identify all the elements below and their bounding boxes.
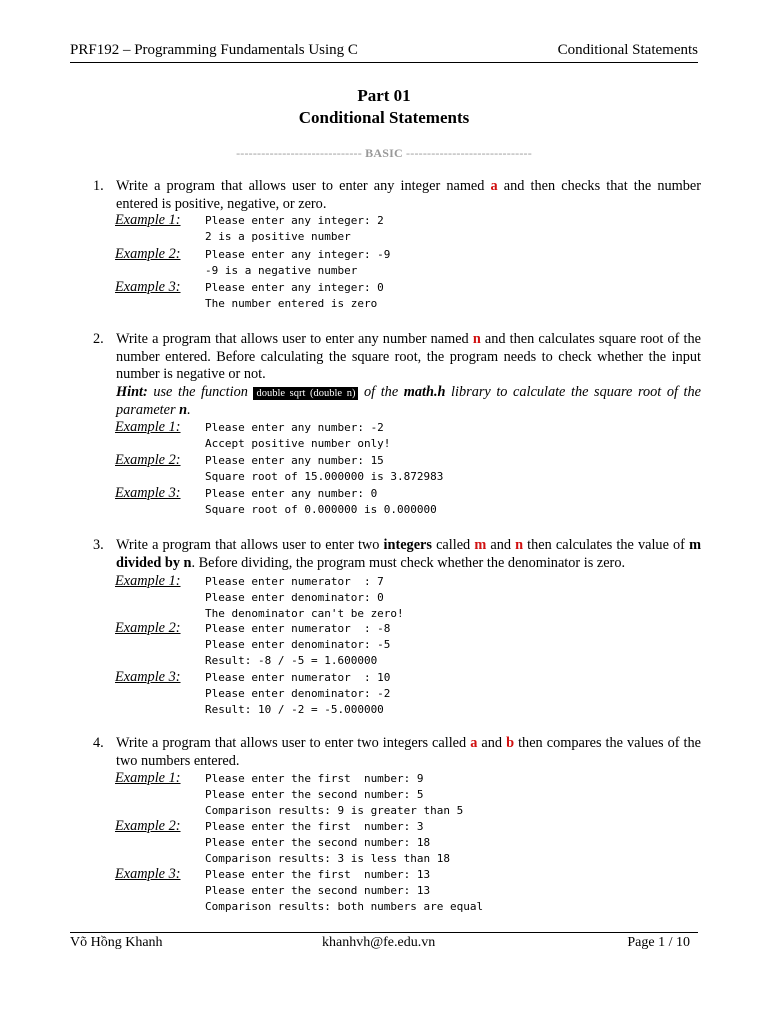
console-output: Please enter numerator : 7 Please enter denominator: 0 The denominator can't be zero!: [205, 575, 404, 620]
console-output: Please enter numerator : -8 Please enter denominator: -5 Result: -8 / -5 = 1.600000: [205, 622, 391, 667]
question-text: Write a program that allows user to enter any number named n and then calculates square root of the number entered. Before calculating the square root, the program needs to check whether the input number is negative or not. Hint: use the function double sqrt (double n) of the math.h library to calculate the square root of the parameter n.: [116, 331, 701, 418]
question-text: Write a program that allows user to enter any integer named a and then checks that the number entered is positive, negative, or zero.: [116, 178, 701, 212]
console-output: Please enter any integer: 0 The number entered is zero: [205, 281, 384, 310]
console-output: Please enter numerator : 10 Please enter denominator: -2 Result: 10 / -2 = -5.000000: [205, 671, 391, 716]
author-email: khanhvh@fe.edu.vn: [322, 935, 436, 950]
page-header: [70, 42, 698, 63]
console-output: Please enter the first number: 13 Please enter the second number: 13 Comparison results: both numbers are equal: [205, 868, 484, 913]
section-title: Conditional Statements: [557, 42, 698, 58]
question-text: Write a program that allows user to enter two integers called m and n then calculates the value of m divided by n. Before dividing, the program must check whether the denominator is zero.: [116, 537, 701, 571]
section-label: BASIC: [365, 146, 403, 160]
course-title: PRF192 – Programming Fundamentals Using C: [70, 42, 358, 58]
function-highlight: double sqrt (double n): [253, 387, 358, 400]
console-output: Please enter any number: 15 Square root of 15.000000 is 3.872983: [205, 454, 444, 483]
console-output: Please enter any integer: -9 -9 is a negative number: [205, 248, 391, 277]
page-footer: [70, 932, 698, 955]
console-output: Please enter the first number: 3 Please enter the second number: 18 Comparison results: 3 is less than 18: [205, 820, 451, 865]
author-name: Võ Hồng Khanh: [70, 935, 163, 950]
document-title: Conditional Statements: [298, 108, 470, 127]
question-text: Write a program that allows user to enter two integers called a and b then compares the values of the two numbers entered.: [116, 735, 701, 769]
question-number: 2.: [93, 331, 104, 347]
console-output: Please enter any number: -2 Accept positive number only!: [205, 421, 391, 450]
question-number: 3.: [93, 537, 104, 553]
hint-text: Hint: use the function double sqrt (double n) of the math.h library to calculate the square root of the parameter n.: [116, 383, 701, 418]
page-number: Page 1 / 10: [627, 935, 690, 950]
question-number: 1.: [93, 178, 104, 194]
question-number: 4.: [93, 735, 104, 751]
console-output: Please enter the first number: 9 Please enter the second number: 5 Comparison results: 9 is greater than 5: [205, 772, 464, 817]
section-separator: ------------------------------ BASIC ------------------------------: [236, 146, 532, 160]
console-output: Please enter any integer: 2 2 is a positive number: [205, 214, 384, 243]
console-output: Please enter any number: 0 Square root of 0.000000 is 0.000000: [205, 487, 437, 516]
part-title: Part 01: [357, 86, 411, 105]
